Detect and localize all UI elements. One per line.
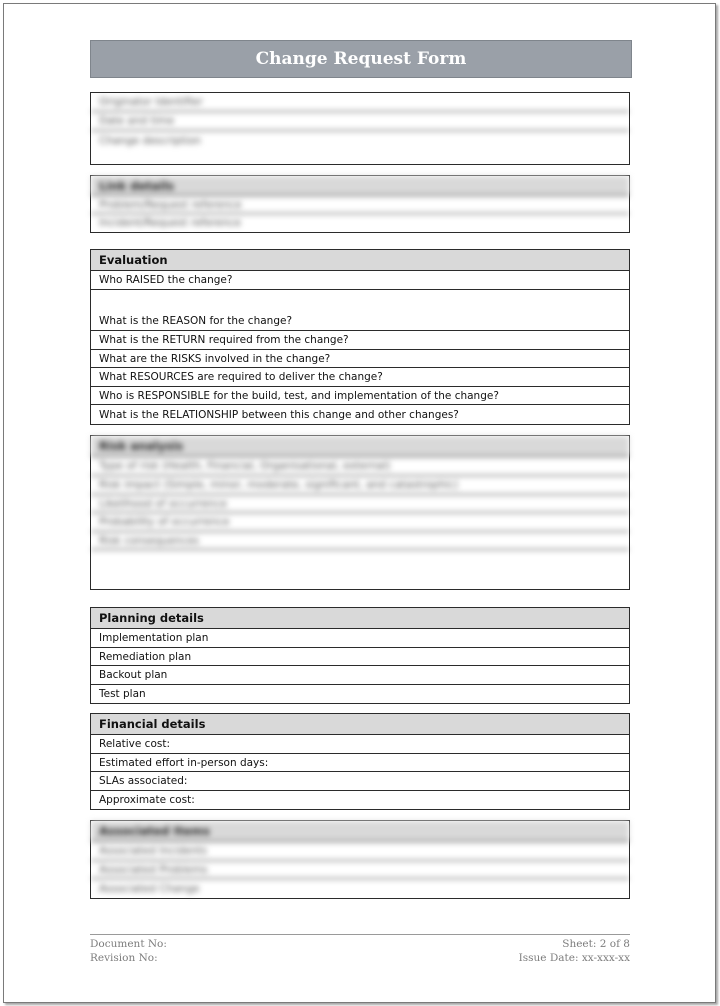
form-title: Change Request Form — [255, 49, 467, 69]
risk-analysis-header: Risk analysis — [91, 436, 629, 457]
document-number-label: Document No: — [90, 938, 167, 950]
implementation-plan-row: Implementation plan — [91, 629, 629, 648]
link-details-table — [90, 175, 630, 233]
planning-details-table — [90, 607, 630, 704]
risk-probability-row: Probability of occurrence — [91, 513, 629, 532]
evaluation-raised-row: Who RAISED the change? — [91, 271, 629, 290]
general-info-table — [90, 92, 630, 165]
evaluation-header: Evaluation — [91, 250, 629, 271]
risk-type-row: Type of risk (Health, Financial, Organisational, external) — [91, 457, 629, 476]
risk-analysis-table — [90, 435, 630, 590]
risk-empty-row — [91, 550, 629, 589]
associated-items-table — [90, 820, 630, 899]
link-details-header: Link details — [91, 176, 629, 196]
slas-associated-row: SLAs associated: — [91, 772, 629, 791]
page-footer — [90, 934, 630, 965]
evaluation-table — [90, 249, 630, 425]
evaluation-return-row: What is the RETURN required from the change? — [91, 331, 629, 350]
remediation-plan-row: Remediation plan — [91, 648, 629, 666]
test-plan-row: Test plan — [99, 688, 146, 700]
associated-problems-row: Associated Problems — [91, 861, 629, 879]
change-description-row: Change description — [99, 135, 201, 147]
risk-likelihood-row: Likelihood of occurrence — [91, 495, 629, 513]
estimated-effort-row: Estimated effort in-person days: — [91, 754, 629, 772]
evaluation-responsible-row: Who is RESPONSIBLE for the build, test, and implementation of the change? — [91, 387, 629, 405]
evaluation-resources-row: What RESOURCES are required to deliver the change? — [91, 368, 629, 387]
backout-plan-row: Backout plan — [91, 666, 629, 685]
originator-row: Originator Identifier — [91, 93, 629, 112]
risk-impact-row: Risk impact (Simple, minor, moderate, significant, and catastrophic) — [91, 476, 629, 495]
incident-reference-row: Incident/Request reference — [99, 217, 242, 229]
evaluation-risks-row: What are the RISKS involved in the change? — [91, 350, 629, 368]
associated-items-header: Associated Items — [91, 821, 629, 842]
date-row: Date and time — [91, 112, 629, 131]
relative-cost-row: Relative cost: — [91, 735, 629, 754]
associated-change-row: Associated Change — [99, 882, 200, 895]
approximate-cost-row: Approximate cost: — [99, 794, 195, 806]
evaluation-relationship-row: What is the RELATIONSHIP between this change and other changes? — [99, 408, 459, 421]
evaluation-reason-row: What is the REASON for the change? — [91, 290, 629, 331]
financial-details-header: Financial details — [91, 714, 629, 735]
associated-incidents-row: Associated Incidents — [91, 842, 629, 861]
sheet-number: Sheet: 2 of 8 — [562, 938, 630, 950]
issue-date: Issue Date: xx-xxx-xx — [518, 952, 630, 964]
risk-consequences-row: Risk consequences — [91, 532, 629, 550]
form-title-bar — [90, 40, 632, 78]
planning-details-header: Planning details — [91, 608, 629, 629]
financial-details-table — [90, 713, 630, 810]
problem-reference-row: Problem/Request reference — [91, 196, 629, 214]
revision-number-label: Revision No: — [90, 952, 158, 964]
